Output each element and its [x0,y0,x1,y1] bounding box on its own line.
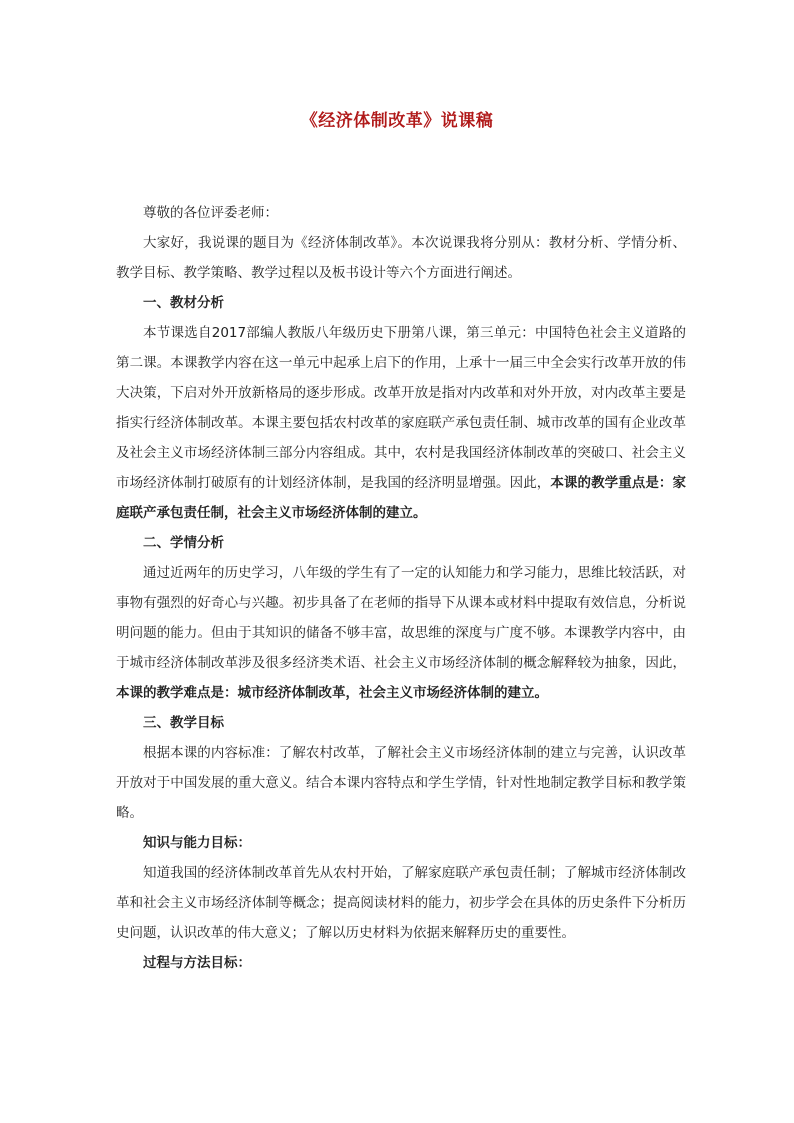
section-heading-textbook-analysis: 一、教材分析 [143,295,224,311]
student-analysis-paragraph [116,558,686,708]
teaching-focus: 本课的教学重点是：家庭联产承包责任制，社会主义市场经济体制的建立。 [116,475,687,521]
process-method-heading: 过程与方法目标： [143,955,251,971]
document-title: 《经济体制改革》说课稿 [300,111,494,131]
knowledge-ability-heading: 知识与能力目标： [143,835,251,851]
section-heading-teaching-goals: 三、教学目标 [143,715,224,731]
greeting: 尊敬的各位评委老师： [143,205,278,221]
teaching-difficulty: 本课的教学难点是：城市经济体制改革，社会主义市场经济体制的建立。 [116,685,548,701]
knowledge-ability-paragraph: 知道我国的经济体制改革首先从农村开始，了解家庭联产承包责任制；了解城市经济体制改革和社会主义市场经济体制等概念；提高阅读材料的能力，初步学会在具体的历史条件下分析历史问题，认识改革的伟大意义；了解以历史材料为依据来解释历史的重要性。 [116,865,686,941]
textbook-analysis-paragraph [116,318,686,528]
document-body [116,198,686,978]
teaching-goals-paragraph: 根据本课的内容标准：了解农村改革，了解社会主义市场经济体制的建立与完善，认识改革开放对于中国发展的重大意义。结合本课内容特点和学生学情，针对性地制定教学目标和教学策略。 [116,745,686,821]
textbook-analysis-text: 本节课选自2017部编人教版八年级历史下册第八课，第三单元：中国特色社会主义道路的第二课。本课教学内容在这一单元中起承上启下的作用，上承十一届三中全会实行改革开放的伟大决策，下启对外开放新格局的逐步形成。改革开放是指对内改革和对外开放，对内改革主要是指实行经济体制改革。本课主要包括农村改革的家庭联产承包责任制、城市改革的国有企业改革及社会主义市场经济体制三部分内容组成。其中，农村是我国经济体制改革的突破口、社会主义市场经济体制打破原有的计划经济体制，是我国的经济明显增强。因此， [116,325,686,491]
student-analysis-text: 通过近两年的历史学习，八年级的学生有了一定的认知能力和学习能力，思维比较活跃，对事物有强烈的好奇心与兴趣。初步具备了在老师的指导下从课本或材料中提取有效信息，分析说明问题的能力。但由于其知识的储备不够丰富，故思维的深度与广度不够。本课教学内容中，由于城市经济体制改革涉及很多经济类术语、社会主义市场经济体制的概念解释较为抽象，因此， [116,565,686,671]
intro-paragraph: 大家好，我说课的题目为《经济体制改革》。本次说课我将分别从：教材分析、学情分析、教学目标、教学策略、教学过程以及板书设计等六个方面进行阐述。 [116,235,686,281]
section-heading-student-analysis: 二、学情分析 [143,535,224,551]
